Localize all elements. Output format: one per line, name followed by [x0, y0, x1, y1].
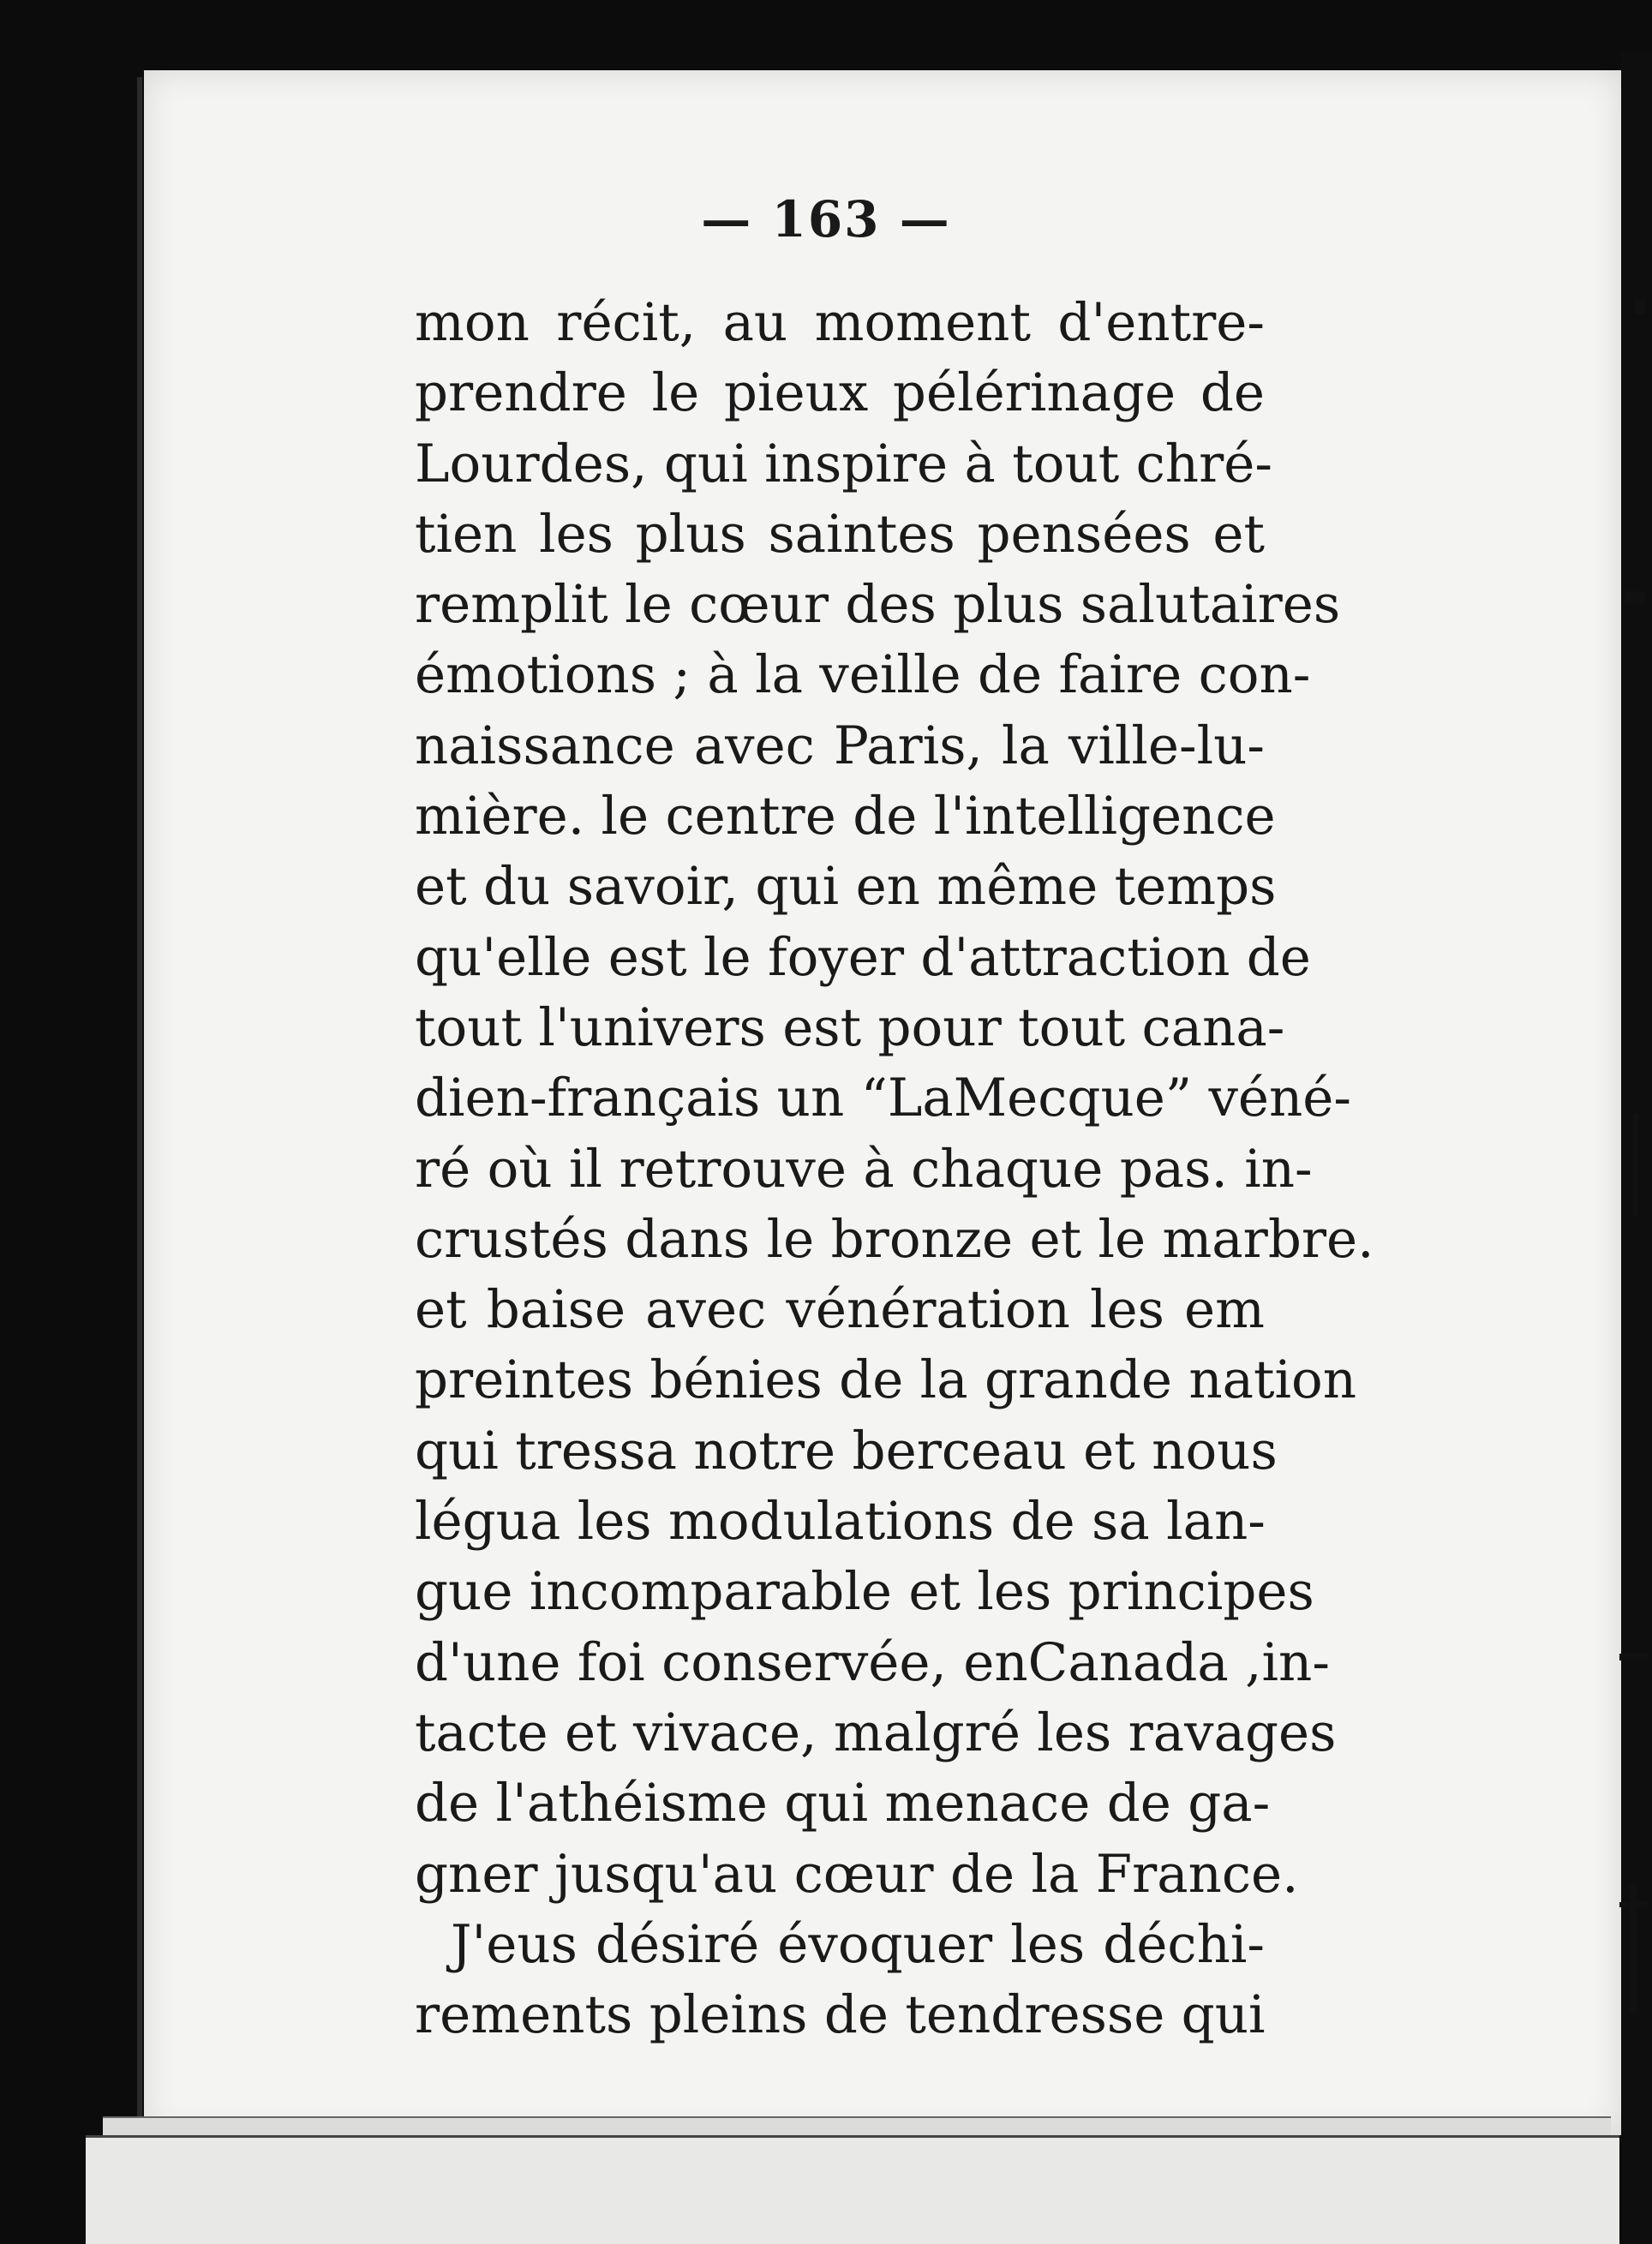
text-line: ré où il retrouve à chaque pas. in- [415, 1138, 1313, 1200]
text-line: Lourdes, qui inspire à tout chré- [415, 433, 1272, 494]
page-left-edge [137, 77, 142, 2133]
text-line: crustés dans le bronze et le marbre. [415, 1208, 1374, 1270]
underlying-page-strip [86, 2135, 1619, 2244]
text-line: et baise avec vénération les em [415, 1279, 1265, 1341]
text-line: légua les modulations de sa lan- [415, 1491, 1266, 1553]
binding-mark [1619, 1902, 1649, 1907]
text-line: qu'elle est le foyer d'attraction de [415, 926, 1311, 988]
text-line: gue incomparable et les principes [415, 1561, 1314, 1623]
text-line: remplit le cœur des plus salutaires [415, 574, 1341, 636]
text-line: mon récit, au moment d'entre- [415, 292, 1265, 353]
text-line: preintes bénies de la grande nation [415, 1349, 1357, 1411]
text-line: tien les plus saintes pensées et [415, 503, 1265, 565]
text-line: d'une foi conservée, enCanada ,in- [415, 1631, 1330, 1693]
binding-mark [1633, 1114, 1638, 1217]
text-line: dien-français un “LaMecque” véné- [415, 1068, 1351, 1129]
binding-mark [1625, 591, 1645, 603]
underlying-page-edge [103, 2116, 1611, 2135]
text-line: mière. le centre de l'intelligence [415, 786, 1276, 847]
text-line: émotions ; à la veille de faire con- [415, 644, 1311, 706]
text-line: rements pleins de tendresse qui [415, 1984, 1266, 2046]
binding-mark [1635, 300, 1645, 314]
text-line: tacte et vivace, malgré les ravages [415, 1702, 1337, 1763]
text-line: J'eus désiré évoquer les déchi- [451, 1913, 1265, 1975]
text-line: naissance avec Paris, la ville-lu- [415, 715, 1265, 776]
body-text [415, 288, 1374, 2050]
text-line: prendre le pieux pélérinage de [415, 362, 1265, 424]
text-line: de l'athéisme qui menace de ga- [415, 1773, 1271, 1834]
text-line: tout l'univers est pour tout cana- [415, 996, 1285, 1058]
page-number: — 163 — [701, 190, 951, 248]
text-line: et du savoir, qui en même temps [415, 856, 1277, 918]
text-line: qui tressa notre berceau et nous [415, 1420, 1278, 1481]
text-line: gner jusqu'au cœur de la France. [415, 1843, 1299, 1905]
binding-mark [1619, 1654, 1649, 1661]
